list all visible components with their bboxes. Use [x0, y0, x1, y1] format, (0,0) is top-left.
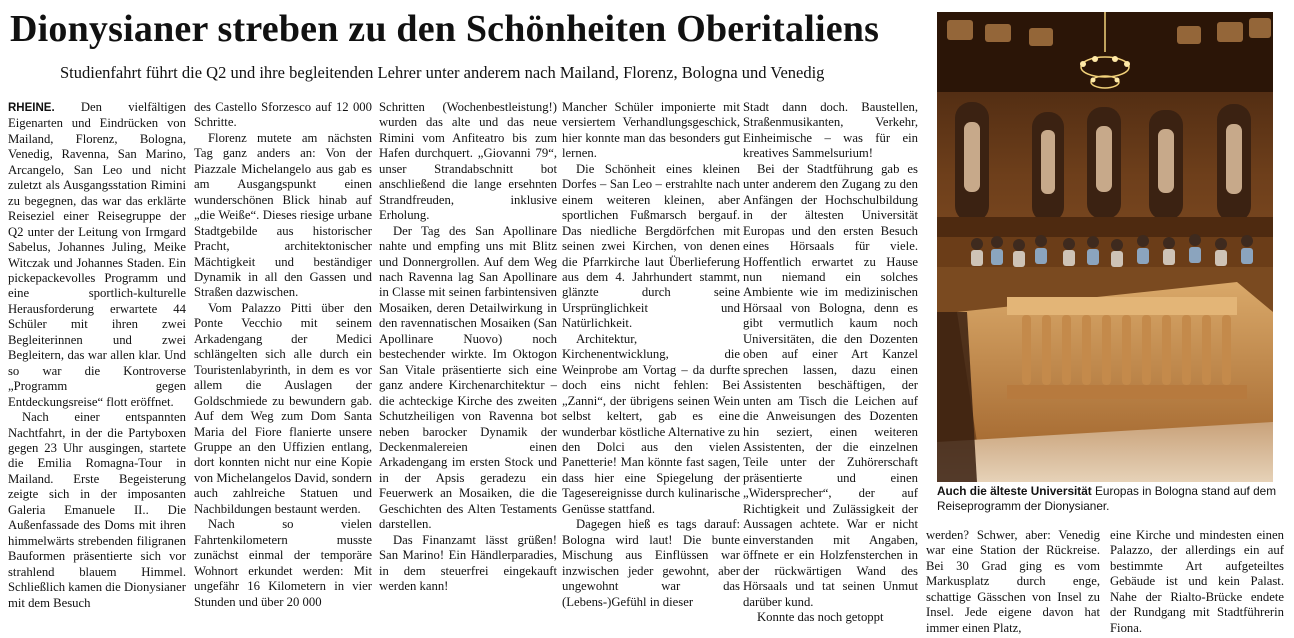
- article-column-1: [8, 100, 186, 636]
- article-column-3: [379, 100, 557, 636]
- article-column-4: [562, 100, 740, 636]
- photo-caption-text: Europas in Bologna stand auf dem Reiseprogramm der Dionysianer.: [937, 484, 1277, 513]
- photo-caption-lead: Auch die älteste Universität: [937, 484, 1092, 498]
- paragraph: Bei der Stadtführung gab es unter anderem den Zugang zu den Anfängen der Hochschulbildung in der ältesten Universität Europas und den ersten Besuch eines Hörsaals für viele. Hoffentlich erwartet zu Hause nun niemand ein solches Ambiente wie im medizinischen Hörsaal von Bologna, denn es gibt vermutlich kaum noch Universitäten, die den Dozenten oben auf einer Art Kanzel sprechen lassen, dazu einen Assistenten beschäftigen, der unten am Tisch die Leichen auf die Anweisungen des Dozenten hin seziert, einen weiteren Assistenten, der die einzelnen Teile unter der Zuhörerschaft präsentierte und einen „Widersprecher“, der auf Richtigkeit und Zulässigkeit der Aussagen achtete. War er nicht einverstanden mit Angaben, öffnete er ein Holzfensterchen in der rückwärtigen Wand des Hörsaals und tat seinen Unmut darüber kund.: [743, 161, 918, 609]
- paragraph: werden? Schwer, aber: Venedig war eine Station der Rückreise. Bei 30 Grad ging es vom Markusplatz durch enge, schattige Gässchen von Insel zu Insel. Jede eigene davon hat immer einen Platz,: [926, 528, 1100, 635]
- paragraph: Den vielfältigen Eigenarten und Eindrücken von Mailand, Florenz, Bologna, Venedig, Ravenna, San Marino, Arcangelo, San Leo und nicht zuletzt als Ausgangsstation Rimini zu begegnen, das war das erklärte Reiseziel einer Reisegruppe der Q2 unter der Leitung von Irmgard Sabelus, Johannes Juling, Meike Witczak und Johannes Staden. Ein pickepackevolles Programm und eine sportlich-kulturelle Herausforderung erwartete 44 Schüler mit ihren zwei Begleiterinnen und zwei Begleitern, das war allen klar. Und so war die Kontroverse „Programm gegen Entdeckungsreise“ flott eröffnet.: [8, 100, 186, 409]
- paragraph: Konnte das noch getoppt: [757, 609, 884, 624]
- article-column-2: [194, 100, 372, 636]
- headline: Dionysianer streben zu den Schönheiten Oberitaliens: [10, 8, 880, 50]
- paragraph: Florenz mutete am nächsten Tag ganz anders an: Von der Piazzale Michelangelo aus gab es am Ausgangspunkt einen wunderschönen Blick hinab auf „die Weiße“. Dieses riesige urbane Stadtgebilde aus historischer Pracht, architektonischer Mächtigkeit und beständiger Dynamik in all den Gassen und Straßen dazwischen.: [194, 130, 372, 300]
- paragraph: des Castello Sforzesco auf 12 000 Schritte.: [194, 100, 372, 130]
- paragraph: Nach so vielen Fahrtenkilometern musste zunächst einmal der temporäre Wohnort erkundet werden: Mit ungefähr 16 Kilometern in vier Stunden und über 20 000: [194, 517, 372, 609]
- subheadline: Studienfahrt führt die Q2 und ihre begleitenden Lehrer unter anderem nach Mailand, Florenz, Bologna und Venedig: [60, 63, 825, 82]
- article-column-6: [926, 528, 1100, 636]
- paragraph: Die Schönheit eines kleinen Dorfes – San Leo – erstrahlte nach einem weiteren kleinen, aber sportlichen Fußmarsch bergauf. Das niedliche Bergdörfchen mit seinen zwei Kirchen, von denen die Pfarrkirche laut Überlieferung aus dem 4. Jahrhundert stammt, glänzte durch seine Ursprünglichkeit und Natürlichkeit.: [562, 161, 740, 331]
- paragraph: Architektur, Kirchenentwicklung, die Weinprobe am Vortag – da durfte doch eins nicht fehlen: Bei „Zanni“, der übrigens seinen Wein selbst keltert, gab es eine wunderbar köstliche Alternative zu den Dolci aus den vielen Panetterie! Man könnte fast sagen, dass hier eine Spiegelung der Tagesereignisse durch kulinarische Genüsse stattfand.: [562, 331, 740, 516]
- paragraph: eine Kirche und mindesten einen Palazzo, der allerdings ein auf bestimmte Art aufgeteiltes Gebäude ist und kein Palast. Nahe der Rialto-Brücke endete der Rundgang mit Stadtführerin Fiona.: [1110, 528, 1284, 635]
- paragraph: Der Tag des San Apollinare nahte und empfing uns mit Blitz und Donnergrollen. Auf dem Weg nach Ravenna lag San Apollinare in Classe mit seinen farbintensiven Mosaiken, deren Detailwirkung in den ravennatischen Mosaiken (San Apollinare Nuovo) noch bestechender wirkte. Im Oktogon San Vitale präsentierte sich eine ganz andere Kirchenarchitektur – die achteckige Kirche des zweiten Schutzheiligen von Ravenna bot neben barocker Dynamik der Deckenmalereien einen Arkadengang im ersten Stock und in der Apsis geradezu ein Feuerwerk an Mosaiken, die die Geschichten des Alten Testaments darstellen.: [379, 223, 557, 532]
- dateline: RHEINE.: [8, 102, 55, 114]
- paragraph: Dagegen hieß es tags darauf: Bologna wird laut! Die bunte Mischung aus Einflüssen war inzwischen jeder gewohnt, aber ungewohnt war das (Lebens-)Gefühl in dieser: [562, 517, 740, 609]
- paragraph: Vom Palazzo Pitti über den Ponte Vecchio mit seinem Arkadengang der Medici schlängelten sich alle durch ein Touristenlabyrinth, in dem es vor allem die Auslagen der Goldschmiede zu bewundern gab. Auf dem Weg zum Dom Santa Maria del Fiore flanierte unsere Gruppe an den Uffizien entlang, dort konnten nicht nur eine Kopie von Michelangelos David, sondern auch zahlreiche Statuen und Nachbildungen bestaunt werden.: [194, 300, 372, 516]
- paragraph: Nach einer entspannten Nachtfahrt, in der die Partyboxen gegen 23 Uhr ausgingen, startete die Emilia Romagna-Tour in Mailand. Erste Begeisterung zeigte sich in der imposanten Galeria Emanuele II.. Die Außenfassade des Doms mit ihren himmelwärts strebenden filigranen Bauformen präsentierte sich vor strahlend blauem Himmel. Schließlich kamen die Dionysianer mit dem Besuch: [8, 410, 186, 610]
- lecture-hall-photo: [937, 12, 1273, 482]
- paragraph: Mancher Schüler imponierte mit versiertem Verhandlungsgeschick, hier konnte man das besonders gut lernen.: [562, 100, 740, 161]
- article-column-5: [743, 100, 918, 636]
- paragraph: Schritten (Wochenbestleistung!) wurden das alte und das neue Rimini vom Anfiteatro bis zum Hafen durchquert. „Giovanni 79“, unser Strandabschnitt bot anschließend die lange ersehnten Strandfreuden, inklusive Erholung.: [379, 100, 557, 223]
- photo-caption: [937, 484, 1277, 514]
- article-column-7: [1110, 528, 1284, 636]
- paragraph: Stadt dann doch. Baustellen, Straßenmusikanten, Verkehr, Einheimische – was für ein kreatives Sammelsurium!: [743, 100, 918, 161]
- paragraph: Das Finanzamt lässt grüßen! San Marino! Ein Händlerparadies, in dem steuerfrei eingekauft werden kann!: [379, 532, 557, 594]
